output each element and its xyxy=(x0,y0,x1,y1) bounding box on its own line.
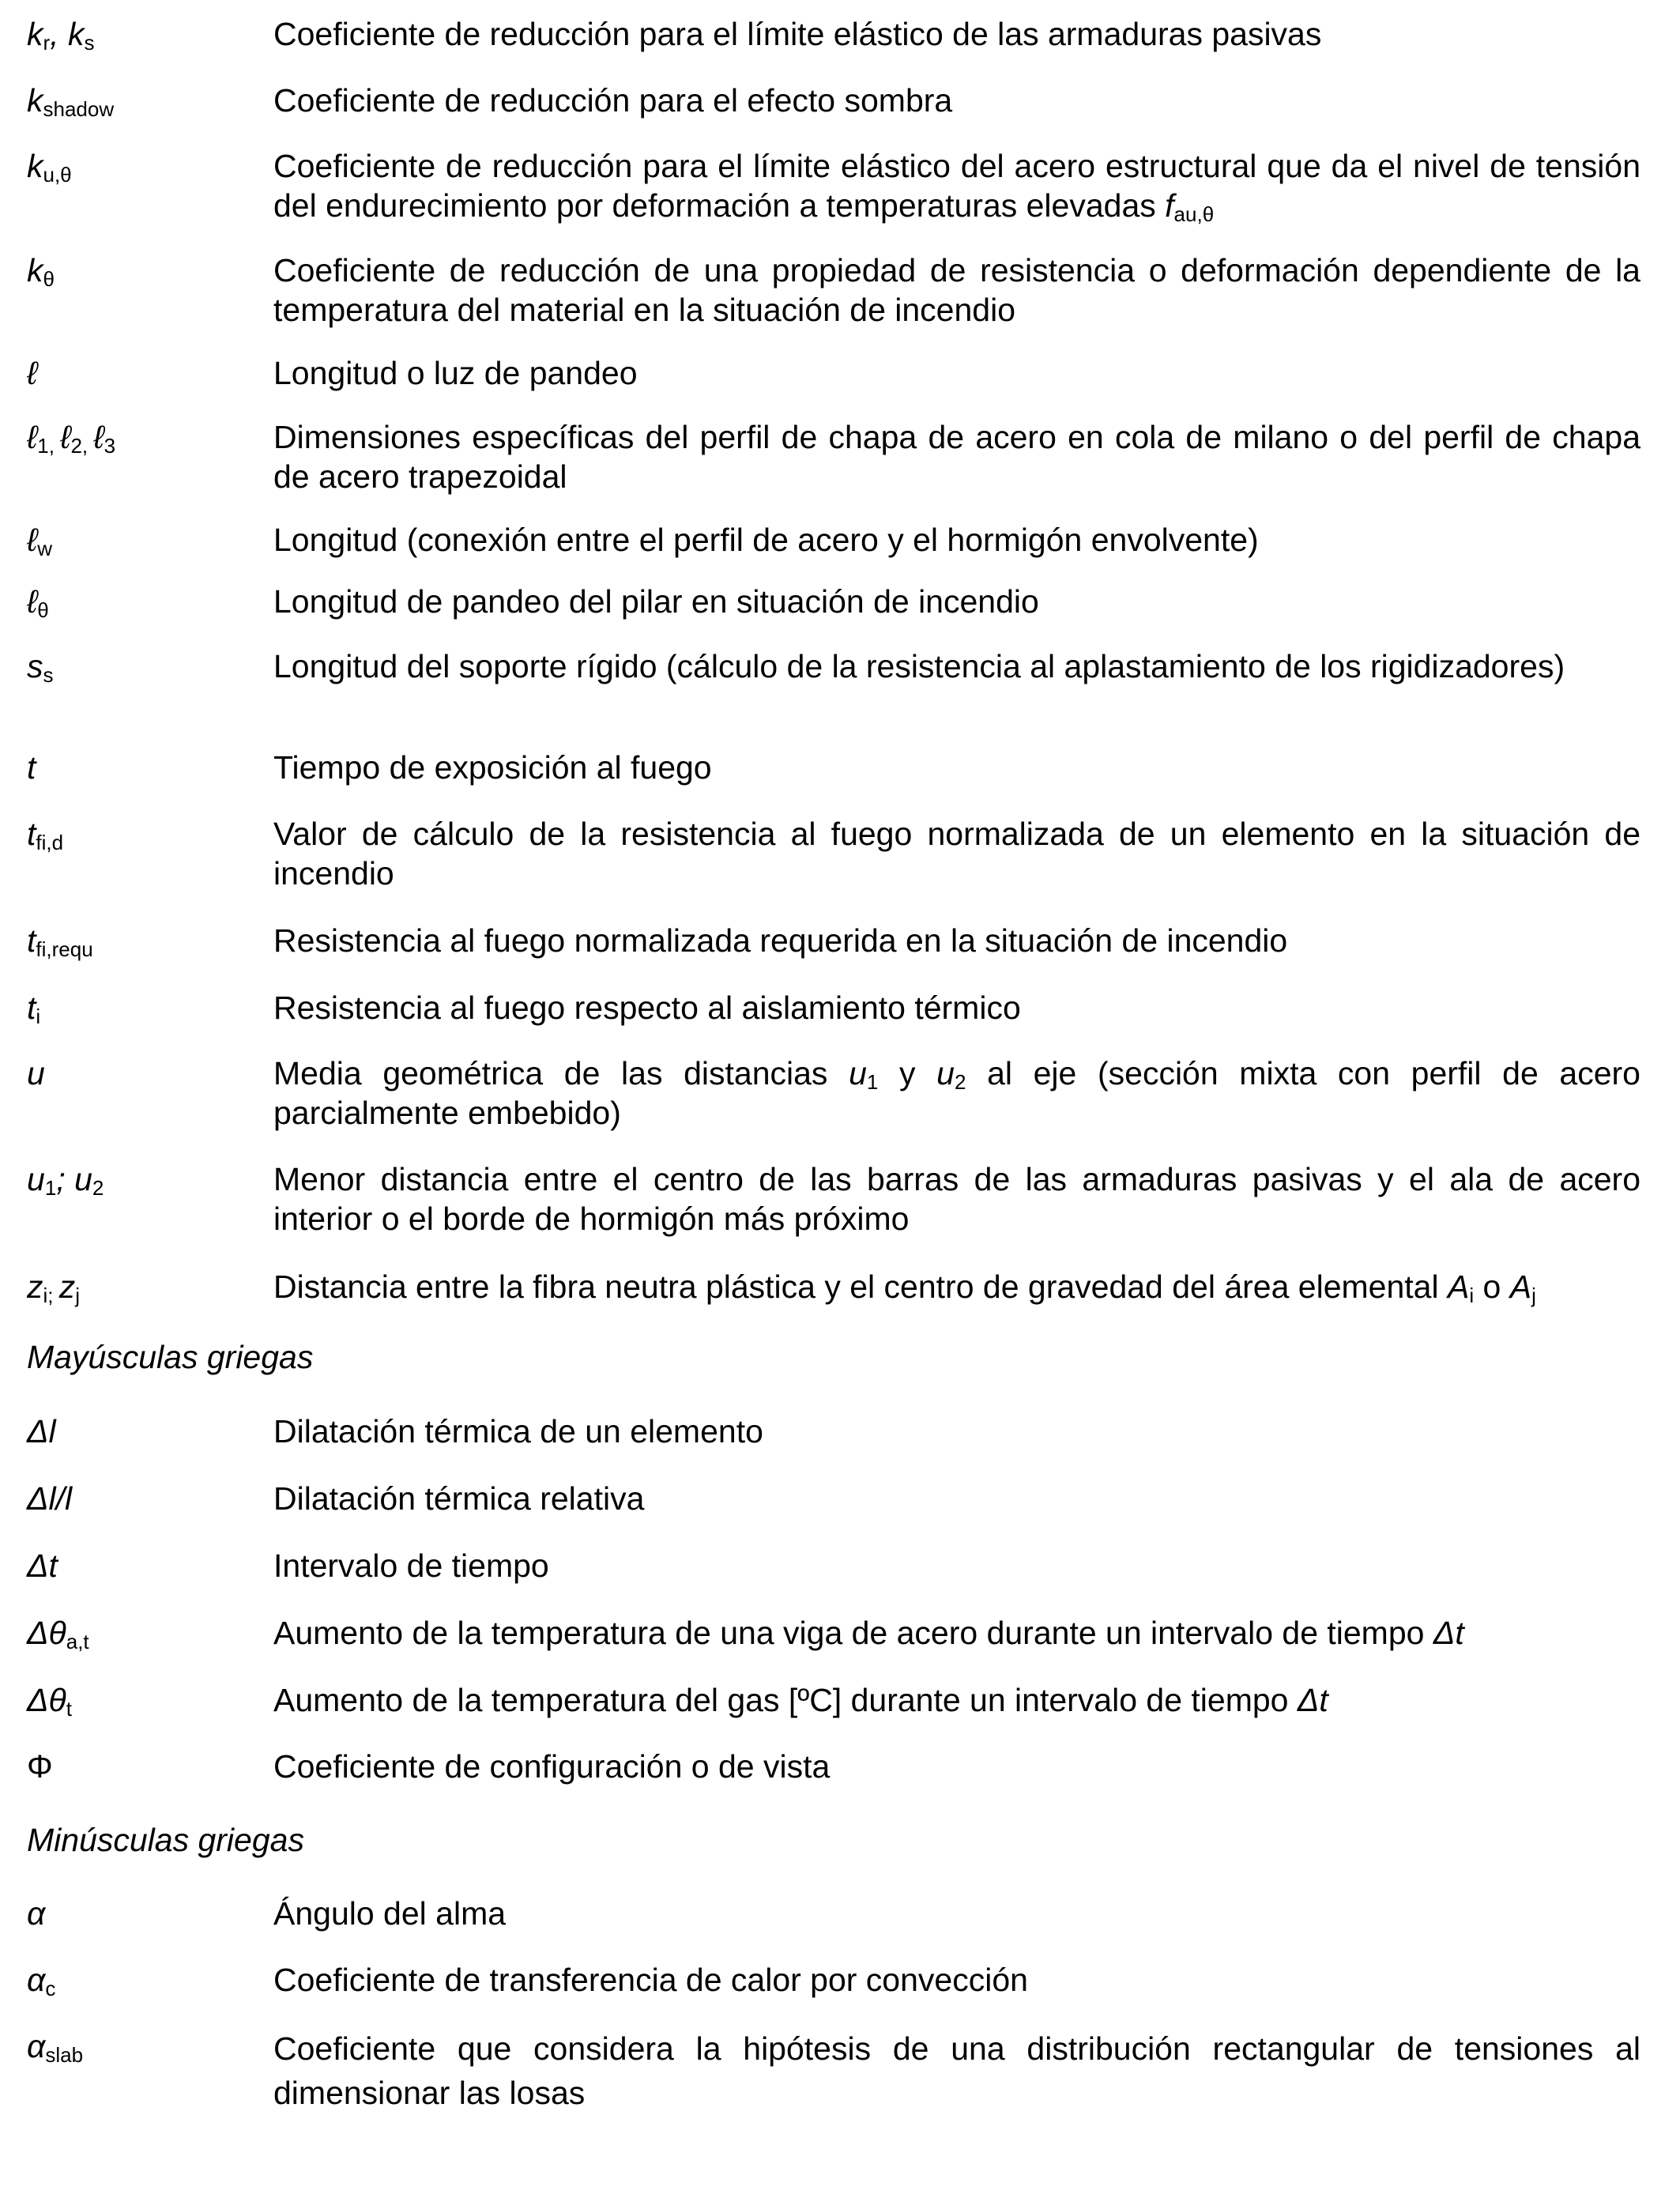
symbol: $k_r$, $k_s$ xyxy=(27,16,95,55)
glossary-entry xyxy=(27,748,1640,787)
glossary-entry xyxy=(27,1747,1640,1786)
definition: Aumento de la temperatura de una viga de acero durante un intervalo de tiempo Δt xyxy=(273,1615,1464,1651)
glossary-entry xyxy=(27,582,1640,621)
glossary-entry xyxy=(27,1054,1640,1133)
definition: Longitud del soporte rígido (cálculo de la resistencia al aplastamiento de los rigidizadores) xyxy=(273,648,1565,684)
symbol: $\alpha_{slab}$ xyxy=(27,2028,84,2067)
definition: Longitud o luz de pandeo xyxy=(273,355,638,391)
glossary-entry xyxy=(27,1267,1640,1306)
glossary-entry xyxy=(27,1960,1640,2000)
definition: Coeficiente de reducción de una propiedad de resistencia o deformación dependiente de la temperatura del material en la situación de incendio xyxy=(273,252,1640,328)
glossary-entry xyxy=(27,146,1640,225)
section-heading-lower-greek: Minúsculas griegas xyxy=(27,1822,304,1858)
definition: Dilatación térmica de un elemento xyxy=(273,1413,763,1449)
symbol: $t_{fi,requ}$ xyxy=(27,922,93,961)
definition: Longitud (conexión entre el perfil de acero y el hormigón envolvente) xyxy=(273,522,1259,558)
definition: Media geométrica de las distancias $u_1$ y $u_2$ al eje (sección mixta con perfil de acero parcialmente embebido) xyxy=(273,1055,1640,1131)
definition: Coeficiente que considera la hipótesis de una distribución rectangular de tensiones al dimensionar las losas xyxy=(273,2030,1640,2111)
glossary-entry xyxy=(27,921,1640,960)
glossary-entry xyxy=(27,1546,1640,1585)
symbol: u xyxy=(27,1055,45,1091)
definition: Coeficiente de reducción para el límite elástico del acero estructural que da el nivel de tensión del endurecimiento por deformación a temperaturas elevadas $f_{au,\theta}$ xyxy=(273,148,1640,226)
glossary-entry xyxy=(27,81,1640,120)
symbol: $k_\theta$ xyxy=(27,252,55,291)
definition: Coeficiente de reducción para el efecto sombra xyxy=(273,82,953,119)
symbol: Δl xyxy=(27,1413,56,1449)
definition: Menor distancia entre el centro de las barras de las armaduras pasivas y el ala de acero interior o el borde de hormigón más próximo xyxy=(273,1161,1640,1237)
definition: Distancia entre la fibra neutra plástica y el centro de gravedad del área elemental $A_i$ o $A_j$ xyxy=(273,1269,1536,1307)
glossary-entry xyxy=(27,520,1640,560)
definition: Resistencia al fuego respecto al aislamiento térmico xyxy=(273,990,1021,1026)
definition: Dilatación térmica relativa xyxy=(273,1480,645,1517)
definition: Dimensiones específicas del perfil de chapa de acero en cola de milano o del perfil de chapa de acero trapezoidal xyxy=(273,419,1640,495)
definition: Coeficiente de configuración o de vista xyxy=(273,1748,831,1785)
symbol: ℓ$_\theta$ xyxy=(27,583,49,622)
glossary-entry xyxy=(27,1479,1640,1518)
definition: Tiempo de exposición al fuego xyxy=(273,749,712,786)
glossary-entry xyxy=(27,353,1640,393)
glossary-entry xyxy=(27,1894,1640,1933)
definition: Coeficiente de reducción para el límite elástico de las armaduras pasivas xyxy=(273,16,1322,52)
definition: Coeficiente de transferencia de calor por convección xyxy=(273,1962,1028,1998)
glossary-entry xyxy=(27,1613,1640,1653)
symbol: $\Delta\theta_{a,t}$ xyxy=(27,1615,89,1653)
glossary-entry xyxy=(27,2026,1640,2115)
symbol: ℓ$_{1,}$ ℓ$_{2,}$ ℓ$_3$ xyxy=(27,419,116,458)
symbol: $z_{i;}$ $z_j$ xyxy=(27,1269,81,1307)
definition: Resistencia al fuego normalizada requerida en la situación de incendio xyxy=(273,922,1288,959)
symbol: $k_{shadow}$ xyxy=(27,82,115,121)
symbol: $\Delta\theta_t$ xyxy=(27,1682,72,1721)
symbol: ℓ xyxy=(27,355,38,391)
section-heading-upper-greek: Mayúsculas griegas xyxy=(27,1339,314,1375)
symbol: $t_{fi,d}$ xyxy=(27,816,64,854)
glossary-entry xyxy=(27,814,1640,893)
symbol: ℓ$_w$ xyxy=(27,522,53,560)
glossary-entry xyxy=(27,1159,1640,1238)
glossary-entry xyxy=(27,1680,1640,1720)
definition: Intervalo de tiempo xyxy=(273,1547,549,1584)
definition: Aumento de la temperatura del gas [ºC] durante un intervalo de tiempo Δt xyxy=(273,1682,1328,1718)
symbol: $u_1$; $u_2$ xyxy=(27,1161,104,1200)
symbol: $k_{u,\theta}$ xyxy=(27,148,72,187)
definition: Valor de cálculo de la resistencia al fuego normalizada de un elemento en la situación de incendio xyxy=(273,816,1640,892)
symbol: t xyxy=(27,749,36,786)
glossary-entry xyxy=(27,417,1640,496)
definition: Longitud de pandeo del pilar en situación de incendio xyxy=(273,583,1039,620)
glossary-entry xyxy=(27,647,1640,686)
symbol: $\alpha_c$ xyxy=(27,1962,56,2000)
glossary-entry xyxy=(27,251,1640,330)
symbol: Δl/l xyxy=(27,1480,73,1517)
symbol: Φ xyxy=(27,1748,53,1785)
symbol: $s_s$ xyxy=(27,648,54,687)
glossary-entry xyxy=(27,1412,1640,1451)
symbol: Δt xyxy=(27,1547,58,1584)
glossary-entry xyxy=(27,14,1640,54)
symbol: $t_i$ xyxy=(27,990,41,1028)
definition: Ángulo del alma xyxy=(273,1895,507,1932)
symbol: α xyxy=(27,1895,46,1932)
glossary-entry xyxy=(27,988,1640,1027)
